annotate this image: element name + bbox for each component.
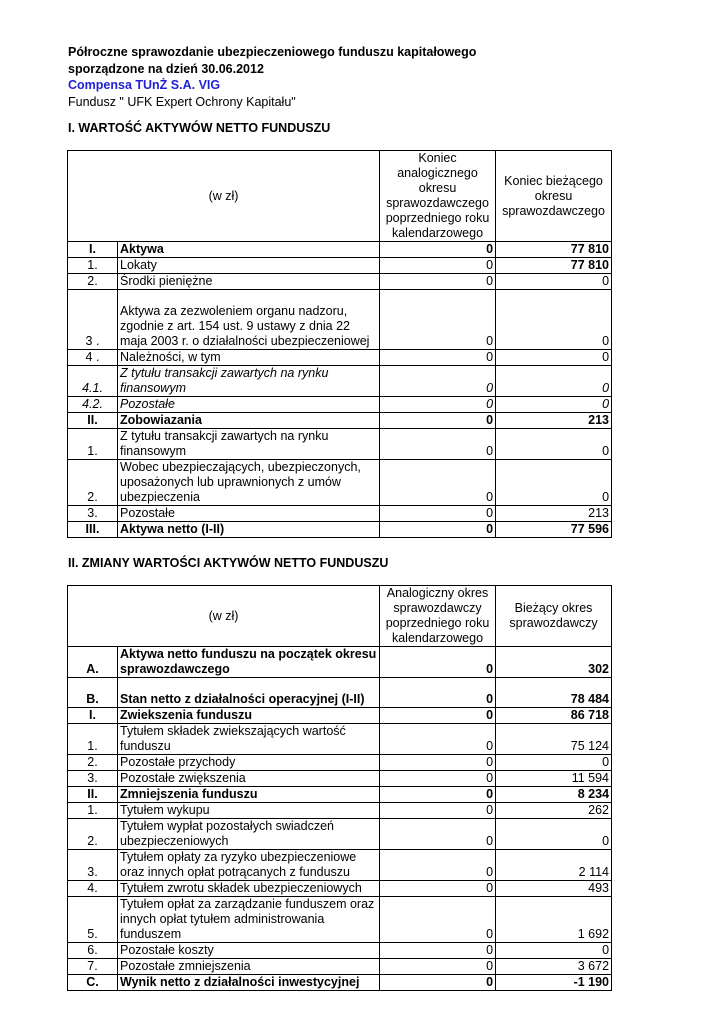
row-prev: 0 <box>380 943 496 959</box>
row-prev: 0 <box>380 803 496 819</box>
row-label: Wynik netto z działalności inwestycyjnej <box>118 975 380 991</box>
row-label: Stan netto z działalności operacyjnej (I-II) <box>118 678 380 708</box>
row-curr: 0 <box>496 460 612 506</box>
row-curr: 213 <box>496 413 612 429</box>
row-label: Pozostałe przychody <box>118 755 380 771</box>
table-row <box>68 429 612 460</box>
row-label: Tytułem opłaty za ryzyko ubezpieczeniowe oraz innych opłat potrącanych z funduszu <box>118 850 380 881</box>
row-label: Aktywa za zezwoleniem organu nadzoru, zgodnie z art. 154 ust. 9 ustawy z dnia 22 maja 2003 r. o działalności ubezpieczeniowej <box>118 290 380 350</box>
row-curr: 86 718 <box>496 708 612 724</box>
row-curr: 302 <box>496 647 612 678</box>
unit-label: (w zł) <box>68 586 380 647</box>
table-row <box>68 959 612 975</box>
col-header-curr: Koniec bieżącego okresu sprawozdawczego <box>496 151 612 242</box>
row-label: Tytułem opłat za zarządzanie funduszem oraz innych opłat tytułem administrowania funduszem <box>118 897 380 943</box>
row-curr: 0 <box>496 274 612 290</box>
row-lp: III. <box>68 522 118 538</box>
table-row <box>68 678 612 708</box>
row-curr: 0 <box>496 350 612 366</box>
row-prev: 0 <box>380 506 496 522</box>
row-prev: 0 <box>380 724 496 755</box>
row-prev: 0 <box>380 460 496 506</box>
table-row <box>68 975 612 991</box>
row-prev: 0 <box>380 429 496 460</box>
row-lp: 1. <box>68 803 118 819</box>
row-label: Pozostałe zwiększenia <box>118 771 380 787</box>
row-label: Zobowiazania <box>118 413 380 429</box>
row-label: Tytułem wypłat pozostałych swiadczeń ubezpieczeniowych <box>118 819 380 850</box>
fund-name: Fundusz " UFK Expert Ochrony Kapitału" <box>68 94 296 109</box>
row-curr: 8 234 <box>496 787 612 803</box>
row-prev: 0 <box>380 959 496 975</box>
row-label: Zmniejszenia funduszu <box>118 787 380 803</box>
row-label: Z tytułu transakcji zawartych na rynku finansowym <box>118 429 380 460</box>
row-lp: I. <box>68 242 118 258</box>
row-curr: 77 810 <box>496 242 612 258</box>
row-prev: 0 <box>380 819 496 850</box>
row-curr: 78 484 <box>496 678 612 708</box>
row-label: Pozostałe koszty <box>118 943 380 959</box>
row-prev: 0 <box>380 678 496 708</box>
row-lp: 4.2. <box>68 397 118 413</box>
row-prev: 0 <box>380 290 496 350</box>
row-prev: 0 <box>380 522 496 538</box>
row-prev: 0 <box>380 755 496 771</box>
row-label: Lokaty <box>118 258 380 274</box>
row-curr: 0 <box>496 755 612 771</box>
row-lp: 2. <box>68 755 118 771</box>
table-row <box>68 850 612 881</box>
row-lp: II. <box>68 787 118 803</box>
row-lp: 6. <box>68 943 118 959</box>
row-prev: 0 <box>380 850 496 881</box>
table-header-row <box>68 151 612 242</box>
row-prev: 0 <box>380 881 496 897</box>
row-lp: 5. <box>68 897 118 943</box>
report-header <box>68 44 476 110</box>
row-lp: 7. <box>68 959 118 975</box>
row-prev: 0 <box>380 242 496 258</box>
table-row <box>68 397 612 413</box>
row-prev: 0 <box>380 350 496 366</box>
section1-title: I. WARTOŚĆ AKTYWÓW NETTO FUNDUSZU <box>68 121 331 135</box>
table-row <box>68 647 612 678</box>
row-lp: B. <box>68 678 118 708</box>
row-prev: 0 <box>380 771 496 787</box>
table-row <box>68 881 612 897</box>
row-label: Środki pieniężne <box>118 274 380 290</box>
col-header-prev: Analogiczny okres sprawozdawczy poprzedniego roku kalendarzowego <box>380 586 496 647</box>
row-curr: 3 672 <box>496 959 612 975</box>
row-curr: 2 114 <box>496 850 612 881</box>
row-curr: 0 <box>496 397 612 413</box>
row-lp: 3 . <box>68 290 118 350</box>
col-header-prev: Koniec analogicznego okresu sprawozdawczego poprzedniego roku kalendarzowego <box>380 151 496 242</box>
row-lp: 2. <box>68 460 118 506</box>
row-lp: A. <box>68 647 118 678</box>
row-lp: I. <box>68 708 118 724</box>
row-curr: 1 692 <box>496 897 612 943</box>
col-header-curr: Bieżący okres sprawozdawczy <box>496 586 612 647</box>
table-row <box>68 897 612 943</box>
row-label: Aktywa netto (I-II) <box>118 522 380 538</box>
table-row <box>68 460 612 506</box>
row-label: Wobec ubezpieczających, ubezpieczonych, uposażonych lub uprawnionych z umów ubezpieczenia <box>118 460 380 506</box>
row-label: Pozostałe zmniejszenia <box>118 959 380 975</box>
table-row <box>68 274 612 290</box>
row-curr: 0 <box>496 366 612 397</box>
row-lp: 2. <box>68 819 118 850</box>
row-lp: 1. <box>68 258 118 274</box>
row-label: Tytułem składek zwiekszających wartość funduszu <box>118 724 380 755</box>
table-row <box>68 258 612 274</box>
row-curr: 0 <box>496 943 612 959</box>
row-curr: 493 <box>496 881 612 897</box>
row-lp: 4.1. <box>68 366 118 397</box>
row-prev: 0 <box>380 397 496 413</box>
row-label: Pozostałe <box>118 397 380 413</box>
row-prev: 0 <box>380 975 496 991</box>
row-prev: 0 <box>380 708 496 724</box>
row-lp: 1. <box>68 429 118 460</box>
row-lp: 3. <box>68 506 118 522</box>
table-header-row <box>68 586 612 647</box>
row-curr: 213 <box>496 506 612 522</box>
net-assets-table <box>67 150 612 538</box>
row-curr: 0 <box>496 819 612 850</box>
table-row <box>68 366 612 397</box>
row-prev: 0 <box>380 366 496 397</box>
table-row <box>68 242 612 258</box>
row-label: Pozostałe <box>118 506 380 522</box>
row-curr: 75 124 <box>496 724 612 755</box>
row-lp: 2. <box>68 274 118 290</box>
row-prev: 0 <box>380 647 496 678</box>
row-prev: 0 <box>380 413 496 429</box>
row-curr: 262 <box>496 803 612 819</box>
table-row <box>68 522 612 538</box>
row-lp: C. <box>68 975 118 991</box>
table-row <box>68 943 612 959</box>
report-title: Półroczne sprawozdanie ubezpieczeniowego funduszu kapitałowego <box>68 45 477 59</box>
table-row <box>68 350 612 366</box>
row-prev: 0 <box>380 258 496 274</box>
row-label: Należności, w tym <box>118 350 380 366</box>
row-prev: 0 <box>380 274 496 290</box>
table-row <box>68 787 612 803</box>
row-lp: 4 . <box>68 350 118 366</box>
table-row <box>68 506 612 522</box>
table-row <box>68 755 612 771</box>
row-curr: 0 <box>496 290 612 350</box>
table-row <box>68 803 612 819</box>
unit-label: (w zł) <box>68 151 380 242</box>
row-curr: -1 190 <box>496 975 612 991</box>
row-prev: 0 <box>380 787 496 803</box>
row-curr: 0 <box>496 429 612 460</box>
table-row <box>68 290 612 350</box>
section2-title: II. ZMIANY WARTOŚCI AKTYWÓW NETTO FUNDUSZU <box>68 556 389 570</box>
table-row <box>68 413 612 429</box>
row-lp: 3. <box>68 850 118 881</box>
table-row <box>68 771 612 787</box>
row-prev: 0 <box>380 897 496 943</box>
row-lp: 1. <box>68 724 118 755</box>
table-row <box>68 724 612 755</box>
report-date: sporządzone na dzień 30.06.2012 <box>68 61 264 76</box>
row-label: Aktywa netto funduszu na początek okresu sprawozdawczego <box>118 647 380 678</box>
row-curr: 77 596 <box>496 522 612 538</box>
company-name: Compensa TUnŻ S.A. VIG <box>68 78 221 92</box>
row-curr: 77 810 <box>496 258 612 274</box>
row-curr: 11 594 <box>496 771 612 787</box>
row-lp: 3. <box>68 771 118 787</box>
table-row <box>68 819 612 850</box>
row-label: Z tytułu transakcji zawartych na rynku finansowym <box>118 366 380 397</box>
row-label: Aktywa <box>118 242 380 258</box>
row-label: Tytułem wykupu <box>118 803 380 819</box>
row-label: Zwiekszenia funduszu <box>118 708 380 724</box>
row-lp: II. <box>68 413 118 429</box>
row-label: Tytułem zwrotu składek ubezpieczeniowych <box>118 881 380 897</box>
row-lp: 4. <box>68 881 118 897</box>
table-row <box>68 708 612 724</box>
net-assets-changes-table <box>67 585 612 991</box>
